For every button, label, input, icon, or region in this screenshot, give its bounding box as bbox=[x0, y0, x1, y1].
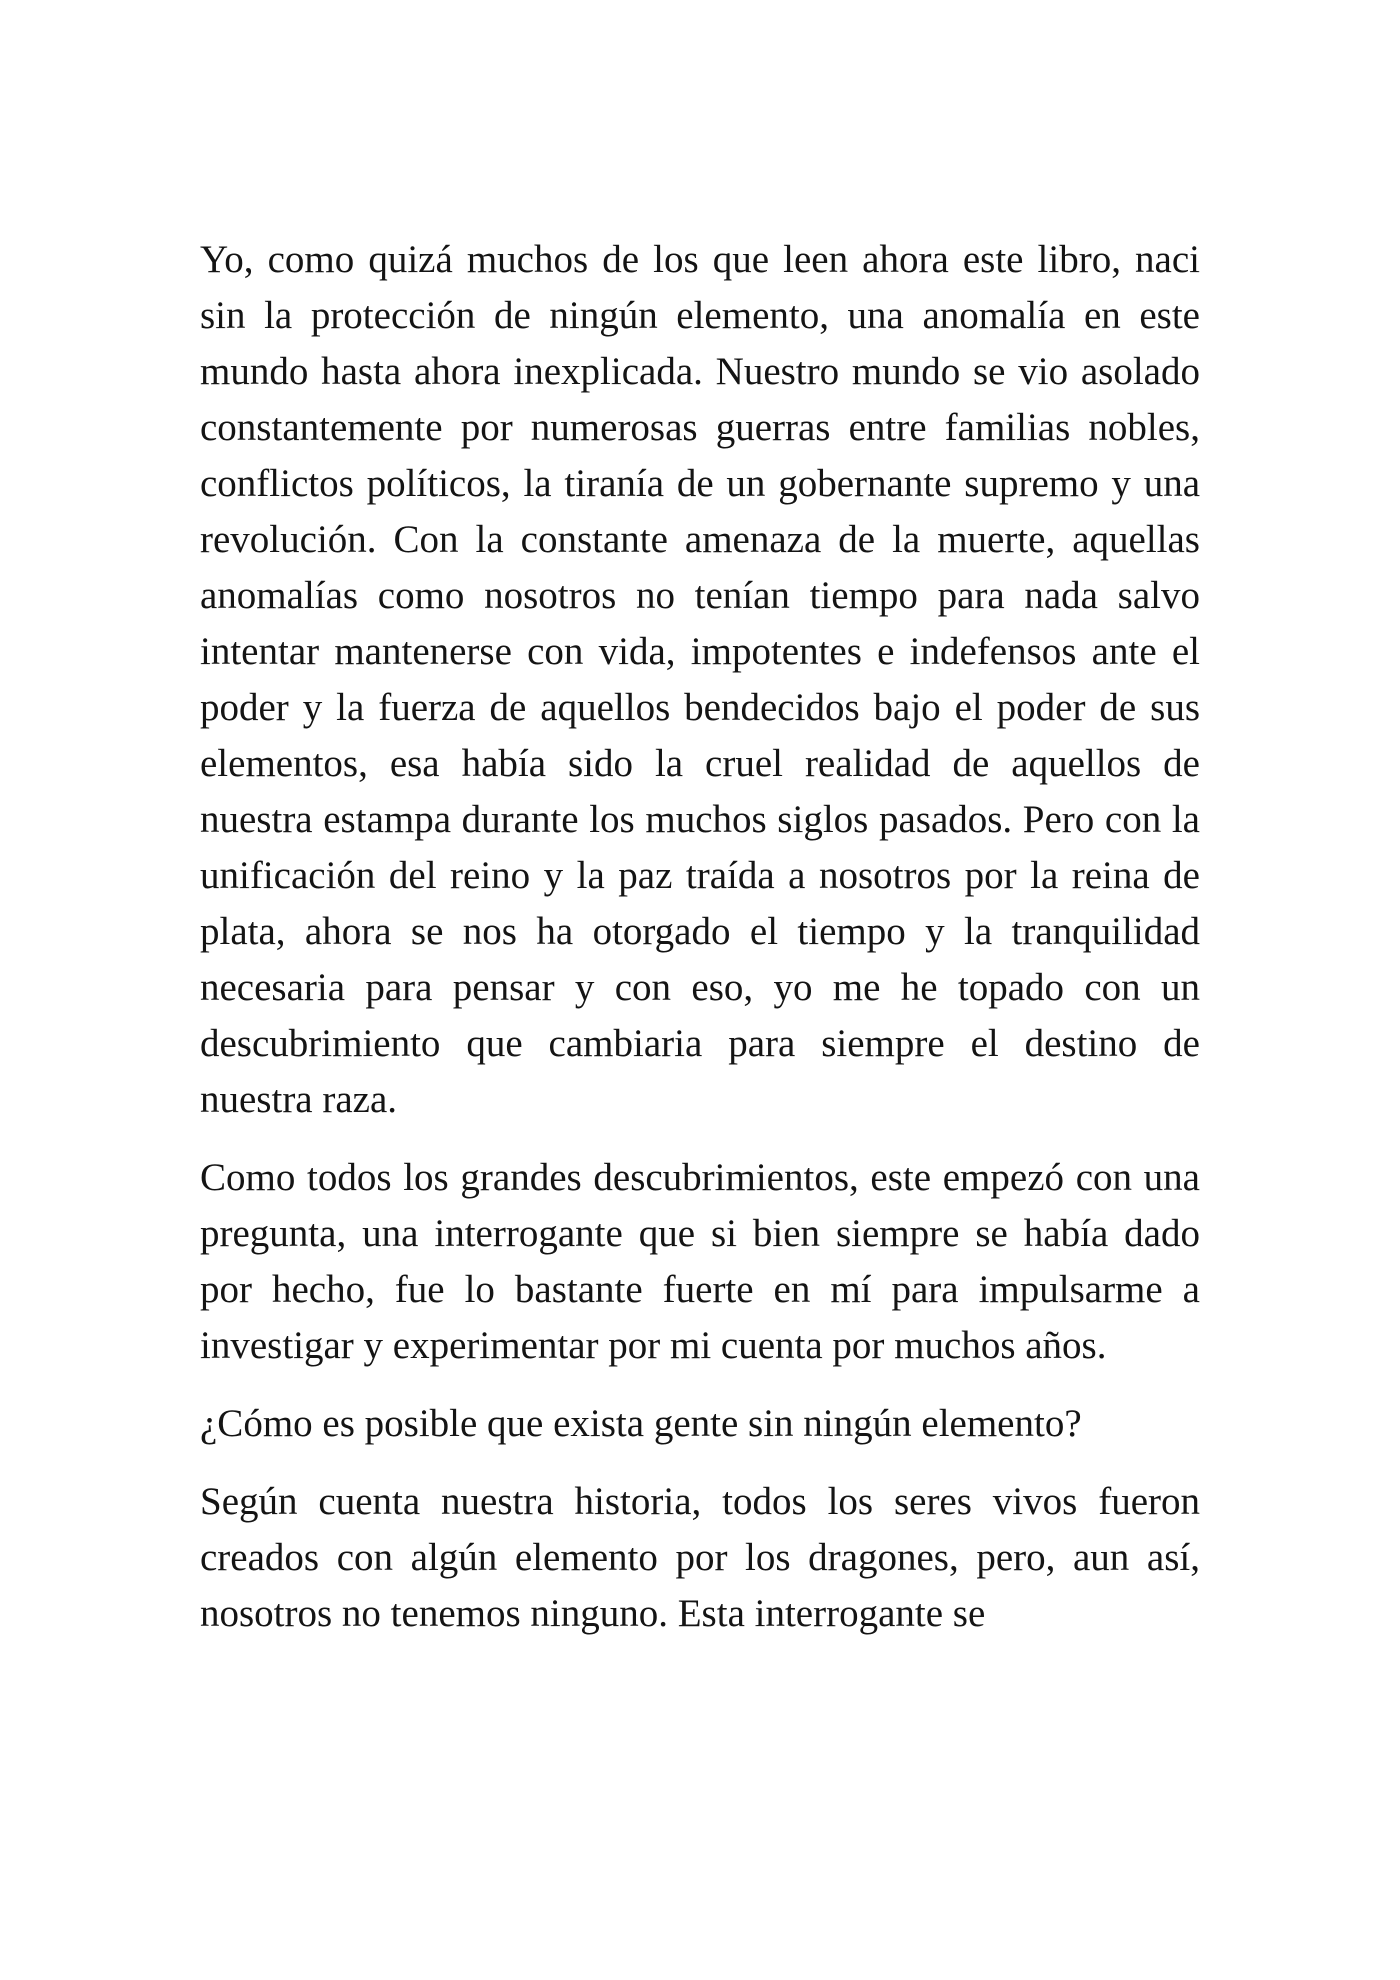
paragraph-3: ¿Cómo es posible que exista gente sin ningún elemento? bbox=[200, 1402, 1082, 1445]
paragraph-2: Como todos los grandes descubrimientos, este empezó con una pregunta, una interrogante que si bien siempre se había dado por hecho, fue lo bastante fuerte en mí para impulsarme a investigar y experimentar por mi cuenta por muchos años. bbox=[200, 1156, 1200, 1367]
paragraph-4: Según cuenta nuestra historia, todos los seres vivos fueron creados con algún elemento por los dragones, pero, aun así, nosotros no tenemos ninguno. Esta interrogante se bbox=[200, 1480, 1200, 1635]
book-page bbox=[200, 232, 1200, 1664]
paragraph-1: Yo, como quizá muchos de los que leen ahora este libro, naci sin la protección de ningún elemento, una anomalía en este mundo hasta ahora inexplicada. Nuestro mundo se vio asolado constantemente por numerosas guerras entre familias nobles, conflictos políticos, la tiranía de un gobernante supremo y una revolución. Con la constante amenaza de la muerte, aquellas anomalías como nosotros no tenían tiempo para nada salvo intentar mantenerse con vida, impotentes e indefensos ante el poder y la fuerza de aquellos bendecidos bajo el poder de sus elementos, esa había sido la cruel realidad de aquellos de nuestra estampa durante los muchos siglos pasados. Pero con la unificación del reino y la paz traída a nosotros por la reina de plata, ahora se nos ha otorgado el tiempo y la tranquilidad necesaria para pensar y con eso, yo me he topado con un descubrimiento que cambiaria para siempre el destino de nuestra raza. bbox=[200, 238, 1200, 1121]
